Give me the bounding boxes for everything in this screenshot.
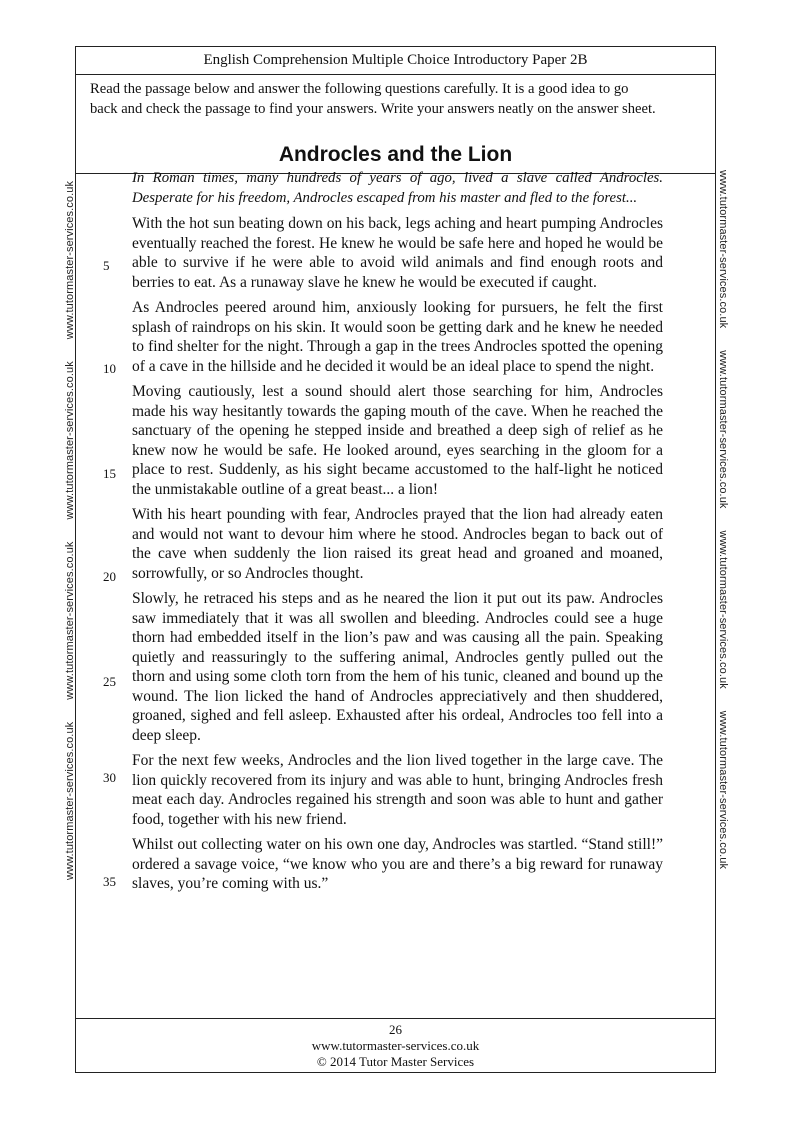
passage [132,169,663,900]
line-number-30: 30 [103,770,116,785]
passage-paragraph-5: Slowly, he retraced his steps and as he neared the lion it put out its paw. Androcles saw immediately that it was all swollen and bleeding. Androcles could see a huge thorn had embedded itself in the lion’s paw and was causing all the pain. Speaking quietly and reassuringly to the suffering animal, Androcles gently pulled out the thorn and using some cloth torn from the hem of his tunic, cleaned and bound up the wound. The lion licked the hand of Androcles appreciatively and then shuddered, groaned, sighed and fell asleep. Exhausted after his ordeal, Androcles too fell into a deep sleep. [132,590,663,744]
line-number-5: 5 [103,258,110,273]
line-number-20: 20 [103,569,116,584]
page-number: 26 [389,1022,402,1037]
line-number-25: 25 [103,674,116,689]
paper-title: English Comprehension Multiple Choice Introductory Paper 2B [76,47,715,75]
passage-intro: In Roman times, many hundreds of years of ago, lived a slave called Androcles. Desperate for his freedom, Androcles escaped from his master and fled to the forest... [132,170,663,206]
footer-copyright: © 2014 Tutor Master Services [316,1054,475,1069]
watermark-text: www.tutormaster-services.co.uk [717,530,729,689]
watermark-text: www.tutormaster-services.co.uk [64,721,76,880]
passage-paragraph-7: Whilst out collecting water on his own one day, Androcles was startled. “Stand still!” ordered a savage voice, “we know who you are and there’s a big reward for runaway slaves, you’re coming with us.” [132,836,663,892]
line-number-10: 10 [103,361,116,376]
passage-paragraph-4: With his heart pounding with fear, Androcles prayed that the lion had already eaten and would not want to devour him where he stood. Androcles began to back out of the cave when suddenly the lion raised its great head and groaned and moaned, sorrowfully, or so Androcles thought. [132,506,663,582]
passage-paragraph-3: Moving cautiously, lest a sound should alert those searching for him, Androcles made his way hesitantly towards the gaping mouth of the cave. When he reached the sanctuary of the opening he stepped inside and breathed a deep sigh of relief as he knew now he would be safe. He looked around, eyes searching in the gloom for a place to rest. Suddenly, as his sight became accustomed to the half-light he noticed the unmistakable outline of a great beast... a lion! [132,383,663,498]
footer-website: www.tutormaster-services.co.uk [311,1038,480,1053]
passage-paragraph-2: As Androcles peered around him, anxiously looking for pursuers, he felt the first splash of raindrops on his skin. It would soon be getting dark and he knew he needed to find shelter for the night. Through a gap in the trees Androcles spotted the opening of a cave in the hillside and he decided it would be an ideal place to spend the night. [132,299,663,375]
instructions-line-1: Read the passage below and answer the following questions carefully. It is a good idea to go [90,81,629,97]
line-number-15: 15 [103,466,116,481]
passage-paragraph-6: For the next few weeks, Androcles and the lion lived together in the large cave. The lion quickly recovered from its injury and was able to hunt, bringing Androcles fresh meat each day. Androcles regained his strength and soon was able to hunt and gather food, together with his new friend. [132,752,663,828]
page-footer [76,1018,715,1072]
watermark-text: www.tutormaster-services.co.uk [717,170,729,329]
passage-paragraph-1: With the hot sun beating down on his back, legs aching and heart pumping Androcles eventually reached the forest. He knew he would be safe here and hoped he would be able to survive if he were able to avoid wild animals and find enough roots and berries to eat. As a runaway slave he knew he would be executed if caught. [132,215,663,291]
story-title: Androcles and the Lion [278,143,513,166]
watermark-text: www.tutormaster-services.co.uk [717,350,729,509]
watermark-text: www.tutormaster-services.co.uk [64,180,76,340]
watermark-text: www.tutormaster-services.co.uk [64,361,76,520]
watermark-text: www.tutormaster-services.co.uk [717,710,729,870]
side-watermark-left [64,159,76,880]
line-number-35: 35 [103,874,116,889]
watermark-text: www.tutormaster-services.co.uk [64,541,76,700]
instructions-line-2: back and check the passage to find your answers. Write your answers neatly on the answer sheet. [90,101,656,117]
side-watermark-right [717,170,729,891]
